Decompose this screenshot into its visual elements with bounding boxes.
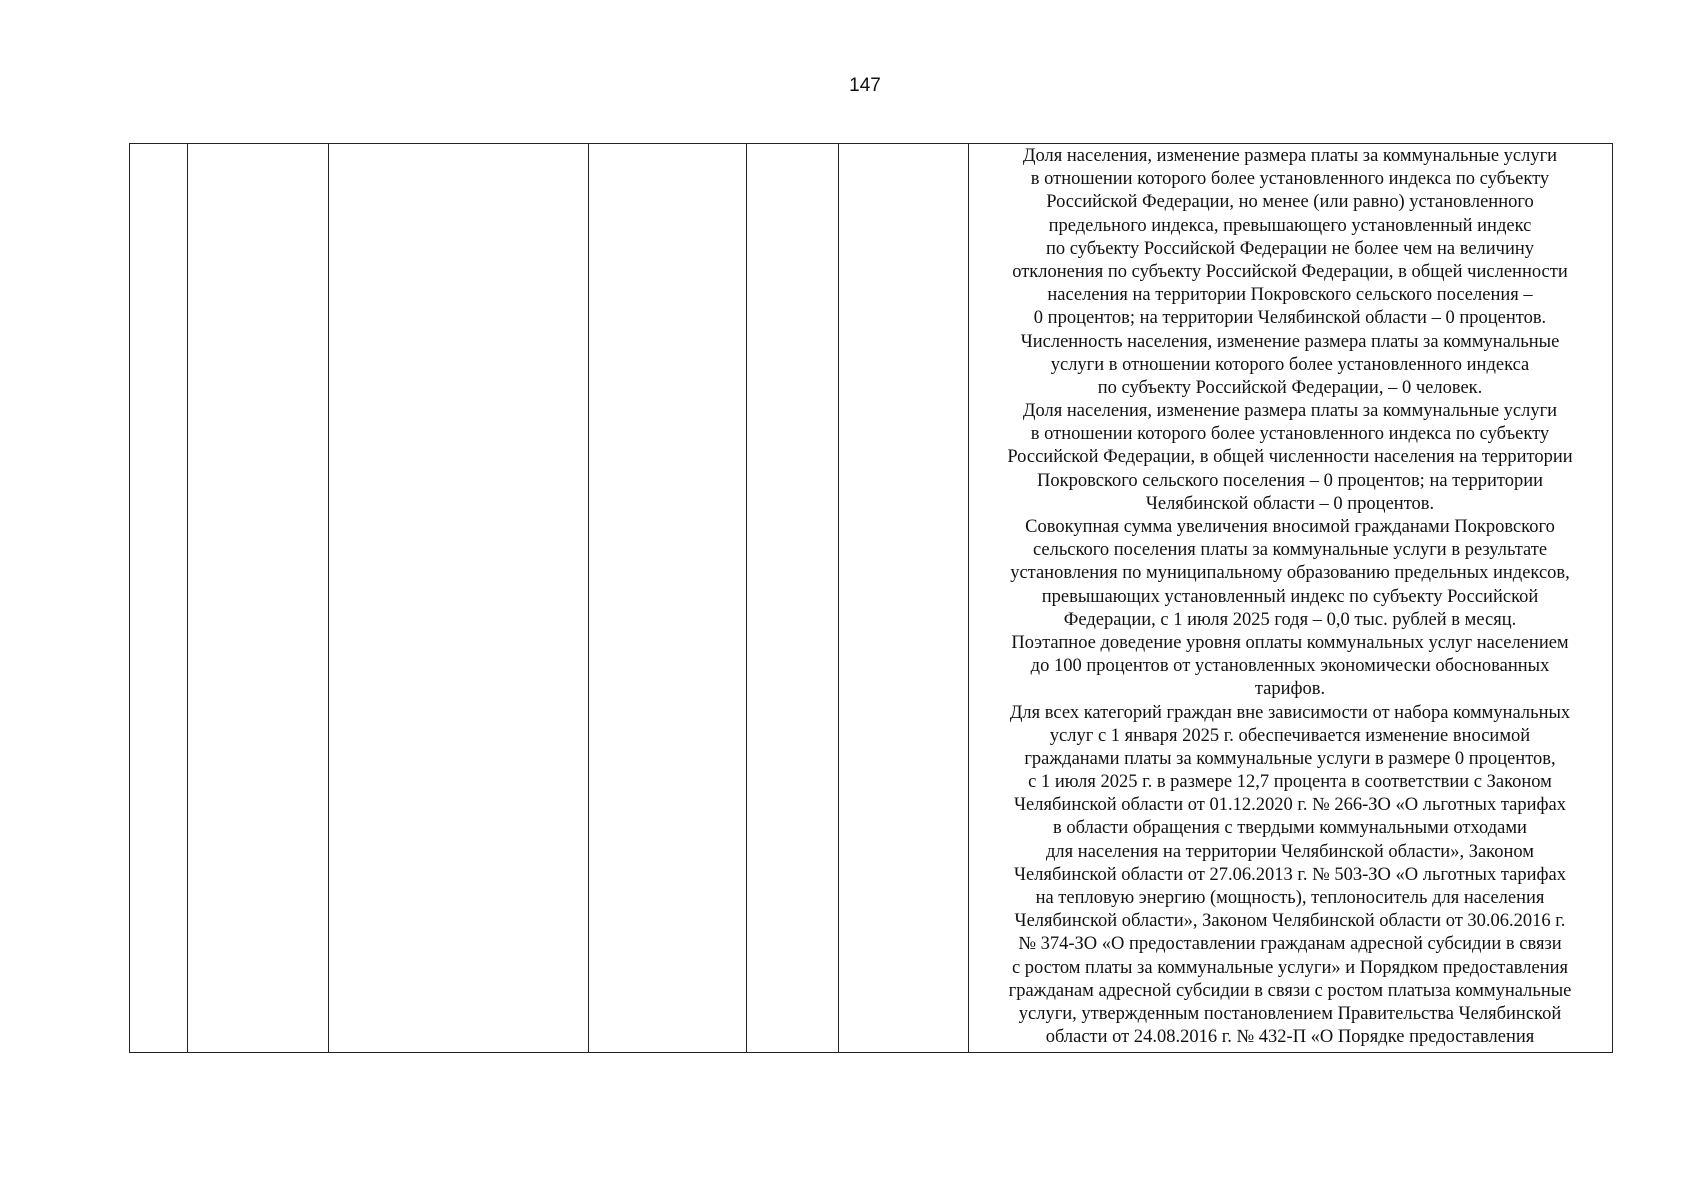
text-line: на тепловую энергию (мощность), теплоноситель для населения bbox=[1035, 888, 1545, 908]
text-line: Челябинской области от 01.12.2020 г. № 266-ЗО «О льготных тарифах bbox=[1014, 795, 1566, 816]
text-line: гражданам адресной субсидии в связи с ростом платыза коммунальные bbox=[1008, 980, 1572, 1001]
text-line: тарифов. bbox=[1254, 679, 1326, 700]
text-line: в отношении которого более установленного индекса по субъекту bbox=[1030, 424, 1550, 445]
text-line: № 374-ЗО «О предоставлении гражданам адресной субсидии в связи bbox=[1018, 934, 1562, 955]
text-line: с ростом платы за коммунальные услуги» и Порядком предоставления bbox=[1011, 957, 1569, 978]
text-line: до 100 процентов от установленных экономически обоснованных bbox=[1030, 656, 1550, 677]
text-line: Российской Федерации, но менее (или равно) установленного bbox=[1046, 192, 1534, 213]
text-line: Покровского сельского поселения – 0 процентов; на территории bbox=[1036, 470, 1544, 491]
description-cell bbox=[968, 144, 1612, 1052]
column-divider-1 bbox=[187, 144, 188, 1052]
text-line: с 1 июля 2025 г. в размере 12,7 процента в соответствии с Законом bbox=[1028, 772, 1552, 793]
text-line: установления по муниципальному образованию предельных индексов, bbox=[1010, 563, 1570, 584]
text-line: Поэтапное доведение уровня оплаты коммунальных услуг населением bbox=[1011, 632, 1569, 653]
text-line: в отношении которого более установленного индекса по субъекту bbox=[1030, 169, 1550, 190]
text-line: Доля населения, изменение размера платы за коммунальные услуги bbox=[1022, 146, 1558, 166]
text-line: Для всех категорий граждан вне зависимости от набора коммунальных bbox=[1009, 702, 1571, 723]
text-line: сельского поселения платы за коммунальные услуги в результате bbox=[1032, 540, 1548, 561]
text-line: населения на территории Покровского сельского поселения – bbox=[1047, 285, 1533, 306]
text-line: превышающих установленный индекс по субъекту Российской bbox=[1041, 586, 1539, 607]
column-divider-3 bbox=[588, 144, 589, 1052]
text-line: отклонения по субъекту Российской Федерации, в общей численности bbox=[1012, 261, 1568, 282]
page-number: 147 bbox=[849, 75, 881, 96]
text-line: в области обращения с твердыми коммунальными отходами bbox=[1053, 818, 1527, 839]
text-line: Доля населения, изменение размера платы за коммунальные услуги bbox=[1022, 401, 1558, 422]
text-line: Совокупная сумма увеличения вносимой гражданами Покровского bbox=[1025, 517, 1555, 537]
column-divider-4 bbox=[746, 144, 747, 1052]
text-line: Федерации, с 1 июля 2025 годя – 0,0 тыс. рублей в месяц. bbox=[1063, 609, 1517, 630]
text-line: услуг с 1 января 2025 г. обеспечивается изменение вносимой bbox=[1049, 725, 1531, 746]
text-line: Челябинской области», Законом Челябинской области от 30.06.2016 г. bbox=[1014, 911, 1566, 932]
text-line: Челябинской области от 27.06.2013 г. № 503-ЗО «О льготных тарифах bbox=[1014, 864, 1566, 885]
text-line: 0 процентов; на территории Челябинской области – 0 процентов. bbox=[1033, 308, 1547, 329]
text-line: по субъекту Российской Федерации не более чем на величину bbox=[1045, 238, 1535, 259]
column-divider-5 bbox=[838, 144, 839, 1052]
text-line: области от 24.08.2016 г. № 432-П «О Порядке предоставления bbox=[1045, 1027, 1535, 1048]
text-line: гражданами платы за коммунальные услуги в размере 0 процентов, bbox=[1024, 748, 1556, 769]
text-line: Численность населения, изменение размера платы за коммунальные bbox=[1020, 331, 1560, 352]
text-line: по субъекту Российской Федерации, – 0 человек. bbox=[1097, 377, 1483, 398]
text-line: для населения на территории Челябинской области», Законом bbox=[1046, 841, 1534, 862]
data-table bbox=[129, 143, 1613, 1053]
text-line: Российской Федерации, в общей численности населения на территории bbox=[1007, 447, 1573, 468]
text-line: Челябинской области – 0 процентов. bbox=[1145, 493, 1435, 514]
text-line: предельного индекса, превышающего установленный индекс bbox=[1048, 215, 1532, 236]
text-line: услуги, утвержденным постановлением Правительства Челябинской bbox=[1018, 1003, 1562, 1024]
text-line: услуги в отношении которого более установленного индекса bbox=[1050, 354, 1530, 375]
description-text bbox=[968, 144, 1612, 1049]
column-divider-2 bbox=[328, 144, 329, 1052]
